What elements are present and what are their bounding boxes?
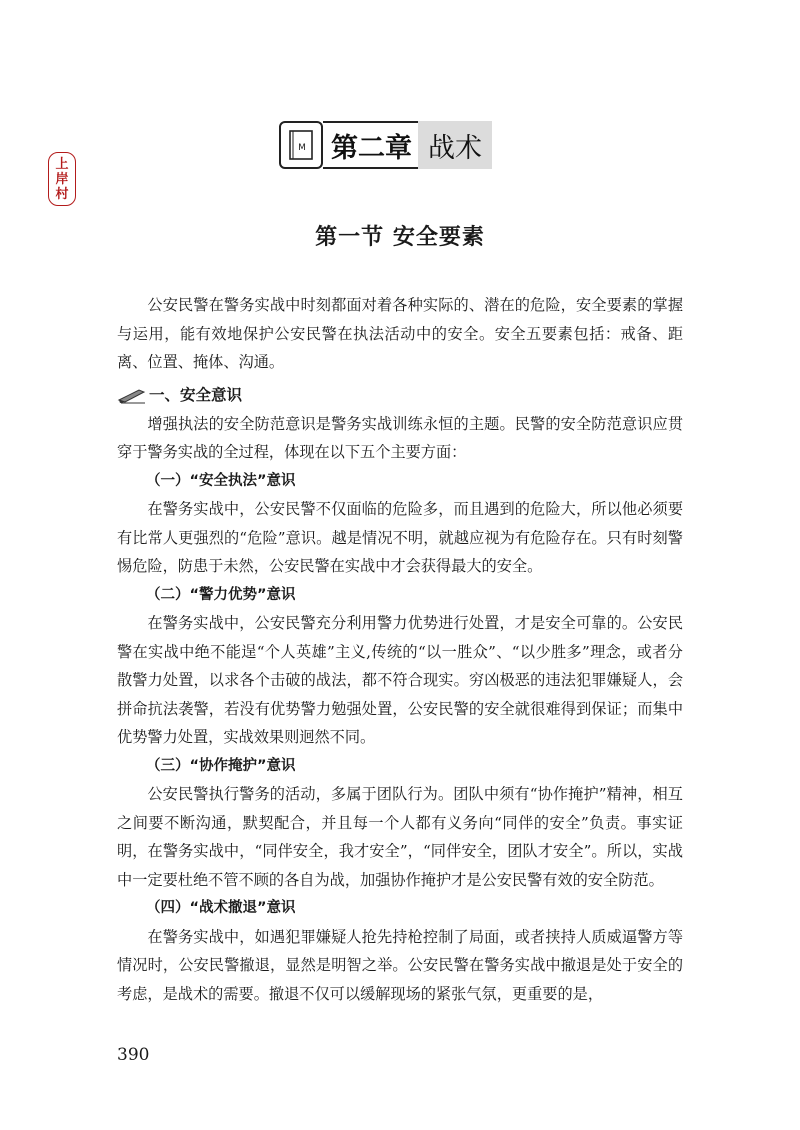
- subsection-title: （四）“战术撤退”意识: [146, 900, 296, 916]
- chapter-header: [279, 121, 497, 169]
- heading-level-1: [117, 381, 683, 410]
- book-icon: [279, 121, 323, 169]
- book-icon-letter: M: [298, 143, 306, 153]
- seal-stamp: [48, 152, 76, 206]
- subsection-title: （一）“安全执法”意识: [146, 472, 296, 489]
- seal-char: 村: [55, 186, 69, 202]
- seal-char: 上: [55, 156, 69, 172]
- subsection-title: （二）“警力优势”意识: [146, 586, 296, 603]
- subsection-paragraph: 在警务实战中，公安民警充分利用警力优势进行处置，才是安全可靠的。公安民警在实战中绝不能逞“个人英雄”主义,传统的“以一胜众”、“以少胜多”理念，或者分散警力处置，以求各个击破的战法，都不符合现实。穷凶极恶的违法犯罪嫌疑人，会拼命抗法袭警，若没有优势警力勉强处置，公安民警的安全就很难得到保证；而集中优势警力处置，实战效果则迥然不同。: [117, 614, 683, 746]
- chapter-number: 第二章: [323, 121, 418, 169]
- heading-level-1-text: 一、安全意识: [149, 385, 243, 404]
- subsection-paragraph: 在警务实战中，公安民警不仅面临的危险多，而且遇到的危险大，所以他必须要有比常人更强烈的“危险”意识。越是情况不明，就越应视为有危险存在。只有时刻警惕危险，防患于未然，公安民警在实战中才会获得最大的安全。: [117, 500, 683, 575]
- subsection-paragraph: 在警务实战中，如遇犯罪嫌疑人抢先持枪控制了局面，或者挟持人质威逼警方等情况时，公安民警撤退，显然是明智之举。公安民警在警务实战中撤退是处于安全的考虑，是战术的需要。撤退不仅可以缓解现场的紧张气氛，更重要的是，: [117, 927, 683, 1003]
- chapter-name: 战术: [418, 121, 492, 169]
- pen-icon: [117, 386, 147, 404]
- heading1-intro-paragraph: 增强执法的安全防范意识是警务实战训练永恒的主题。民警的安全防范意识应贯穿于警务实战的全过程，体现在以下五个主要方面：: [117, 414, 683, 461]
- body-text: [117, 291, 683, 1008]
- seal-char: 岸: [55, 171, 69, 187]
- subsection-paragraph: 公安民警执行警务的活动，多属于团队行为。团队中须有“协作掩护”精神，相互之间要不断沟通，默契配合，并且每一个人都有义务向“同伴的安全”负责。事实证明，在警务实战中，“同伴安全，我才安全”，“同伴安全，团队才安全”。所以，实战中一定要杜绝不管不顾的各自为战，加强协作掩护才是公安民警有效的安全防范。: [117, 785, 683, 889]
- page-number: 390: [117, 1045, 150, 1065]
- section-title: 第一节 安全要素: [315, 224, 485, 250]
- subsection-title: （三）“协作掩护”意识: [146, 757, 296, 774]
- intro-paragraph: 公安民警在警务实战中时刻都面对着各种实际的、潜在的危险，安全要素的掌握与运用，能有效地保护公安民警在执法活动中的安全。安全五要素包括：戒备、距离、位置、掩体、沟通。: [117, 296, 683, 371]
